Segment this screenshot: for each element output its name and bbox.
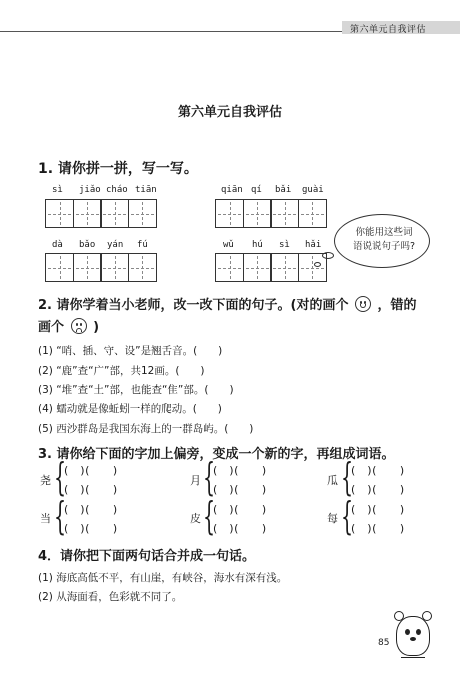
q2-item-1: (1) “哨、插、守、设”是翘舌音。( ) xyxy=(38,345,223,357)
q2-heading-line2 xyxy=(38,316,99,335)
answer-slot[interactable]: ( )( ) xyxy=(351,522,405,535)
writing-cell[interactable] xyxy=(45,199,74,228)
bubble-line: 你能用这些词 xyxy=(355,227,413,238)
header-unit-label: 第六单元自我评估 xyxy=(350,25,427,35)
pinyin-qian: qiān xyxy=(221,185,243,195)
writing-cell[interactable] xyxy=(270,199,299,228)
thought-bubble-tail xyxy=(314,262,321,267)
base-char-gua: 瓜 xyxy=(327,474,338,487)
brace: { xyxy=(341,455,354,499)
pinyin-bai: bǎi xyxy=(275,185,292,195)
base-char-pi: 皮 xyxy=(190,512,201,525)
answer-slot[interactable]: ( )( ) xyxy=(351,464,405,477)
q2-heading xyxy=(38,294,417,313)
pinyin-yan: yán xyxy=(107,240,124,250)
pinyin-chao: cháo xyxy=(106,185,128,195)
q2-item-3: (3) “堆”查“土”部，也能查“隹”部。( ) xyxy=(38,384,234,396)
answer-slot[interactable]: ( )( ) xyxy=(351,503,405,516)
base-char-dang: 当 xyxy=(40,512,51,525)
thought-bubble-tail xyxy=(322,252,334,259)
q3-heading: 3. 请你给下面的字加上偏旁，变成一个新的字，再组成词语。 xyxy=(38,447,395,462)
pinyin-hai: hǎi xyxy=(305,240,322,250)
q2-item-5: (5) 西沙群岛是我国东海上的一群岛屿。( ) xyxy=(38,423,254,435)
answer-slot[interactable]: ( )( ) xyxy=(351,483,405,496)
sad-face-icon xyxy=(71,318,87,334)
q4-item-2: (2) 从海面看，色彩就不同了。 xyxy=(38,591,183,603)
pinyin-fu: fú xyxy=(137,240,148,250)
q2-heading-part: ) xyxy=(93,320,100,335)
pinyin-jiao: jiǎo xyxy=(79,185,101,195)
writing-cell[interactable] xyxy=(215,253,244,282)
base-char-yue: 月 xyxy=(190,474,201,487)
q2-item-4: (4) 蠕动就是像蚯蚓一样的爬动。( ) xyxy=(38,403,222,415)
answer-slot[interactable]: ( )( ) xyxy=(64,464,118,477)
writing-grid-2[interactable] xyxy=(215,199,325,228)
answer-slot[interactable]: ( )( ) xyxy=(213,503,267,516)
answer-slot[interactable]: ( )( ) xyxy=(213,483,267,496)
bubble-line: 语说说句子吗? xyxy=(352,241,416,252)
writing-grid-1[interactable] xyxy=(45,199,155,228)
brace: { xyxy=(203,455,216,499)
pinyin-bao: bǎo xyxy=(79,240,96,250)
writing-cell[interactable] xyxy=(73,253,102,282)
page-number: 85 xyxy=(378,638,390,648)
brace: { xyxy=(54,455,67,499)
smiley-face-icon xyxy=(355,296,371,312)
pinyin-tian: tiān xyxy=(135,185,157,195)
pinyin-da: dà xyxy=(52,240,63,250)
pinyin-qi: qí xyxy=(251,185,262,195)
q1-heading: 1. 请你拼一拼，写一写。 xyxy=(38,161,198,177)
writing-cell[interactable] xyxy=(128,253,157,282)
base-char-yao: 尧 xyxy=(40,474,51,487)
writing-cell[interactable] xyxy=(73,199,102,228)
base-char-mei: 每 xyxy=(327,512,338,525)
brace: { xyxy=(54,494,67,538)
writing-cell[interactable] xyxy=(215,199,244,228)
brace: { xyxy=(203,494,216,538)
writing-cell[interactable] xyxy=(100,199,129,228)
q2-heading-part: 画个 xyxy=(38,320,65,335)
answer-slot[interactable]: ( )( ) xyxy=(64,503,118,516)
answer-slot[interactable]: ( )( ) xyxy=(64,483,118,496)
pinyin-hu: hú xyxy=(252,240,263,250)
q4-item-1: (1) 海底高低不平，有山崖，有峡谷，海水有深有浅。 xyxy=(38,572,288,584)
q2-item-2: (2) “鹿”查“广”部，共12画。( ) xyxy=(38,365,205,377)
writing-cell[interactable] xyxy=(243,253,272,282)
writing-cell[interactable] xyxy=(128,199,157,228)
writing-cell[interactable] xyxy=(270,253,299,282)
writing-cell[interactable] xyxy=(298,199,327,228)
thought-bubble-text xyxy=(346,226,422,254)
pinyin-guai: guài xyxy=(302,185,324,195)
writing-cell[interactable] xyxy=(45,253,74,282)
brace: { xyxy=(341,494,354,538)
pinyin-si: sì xyxy=(52,185,63,195)
q4-heading: 4．请你把下面两句话合并成一句话。 xyxy=(38,549,256,564)
q2-heading-part: 2. 请你学着当小老师，改一改下面的句子。(对的画个 xyxy=(38,298,349,313)
writing-grid-4[interactable] xyxy=(215,253,325,282)
writing-cell[interactable] xyxy=(100,253,129,282)
answer-slot[interactable]: ( )( ) xyxy=(213,464,267,477)
writing-grid-3[interactable] xyxy=(45,253,155,282)
pinyin-wu: wǔ xyxy=(223,240,234,250)
bear-mascot-icon xyxy=(396,616,430,656)
page-title: 第六单元自我评估 xyxy=(177,105,282,120)
answer-slot[interactable]: ( )( ) xyxy=(64,522,118,535)
answer-slot[interactable]: ( )( ) xyxy=(213,522,267,535)
q2-heading-part: ，错的 xyxy=(377,298,417,313)
writing-cell[interactable] xyxy=(243,199,272,228)
header-rule xyxy=(0,31,342,32)
pinyin-si-2: sì xyxy=(279,240,290,250)
